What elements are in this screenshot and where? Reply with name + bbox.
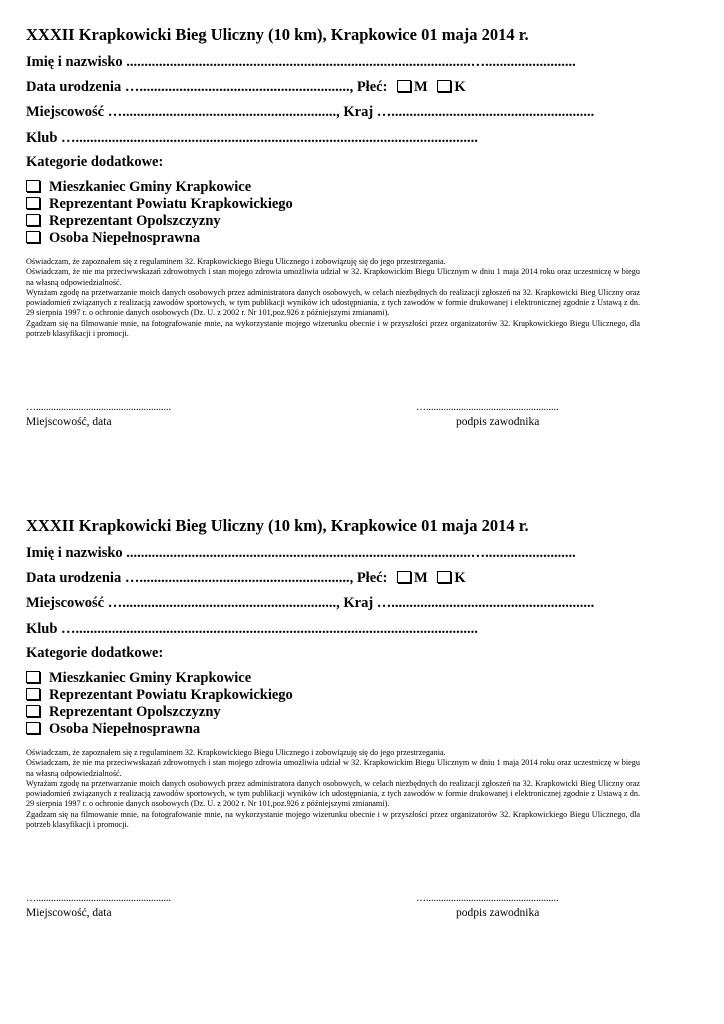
place-country-field[interactable]: Miejscowość …..........................................................., Kraj …........................................................ <box>26 595 595 611</box>
category-item <box>26 230 200 247</box>
declaration-text: Zgadzam się na filmowanie mnie, na fotografowanie mnie, na wykorzystanie mojego wizerunku obecnie i w przyszłości przez organizatorów 32. Krapkowickiego Biegu Ulicznego, dla potrzeb klasyfikacji i promocji. <box>26 809 640 830</box>
form-title: XXXII Krapkowicki Bieg Uliczny (10 km), Krapkowice 01 maja 2014 r. <box>26 25 529 44</box>
category-item <box>26 721 200 738</box>
category-item <box>26 196 293 213</box>
form-title: XXXII Krapkowicki Bieg Uliczny (10 km), Krapkowice 01 maja 2014 r. <box>26 516 529 535</box>
participant-signature <box>416 402 559 428</box>
signature-line[interactable]: …..................................................... <box>416 402 559 413</box>
category-checkbox[interactable] <box>26 722 40 734</box>
birthdate-field[interactable]: Data urodzenia ….........................................................., Płeć: <box>26 79 388 95</box>
birthdate-gender-row <box>26 79 466 96</box>
category-checkbox[interactable] <box>26 180 40 192</box>
gender-m-checkbox[interactable] <box>397 571 411 583</box>
declaration-text: Oświadczam, że zapoznałem się z regulaminem 32. Krapkowickiego Biegu Ulicznego i zobowiązuję się do jego przestrzegania. <box>26 748 446 757</box>
declaration-text: Oświadczam, że nie ma przeciwwskazań zdrowotnych i stan mojego zdrowia umożliwia udział w 32. Krapkowickim Biegu Ulicznym w dniu 1 maja 2014 roku oraz uczestniczę w biegu na własną odpowiedzialność. <box>26 267 640 287</box>
birthdate-gender-row <box>26 570 466 587</box>
gender-k-checkbox[interactable] <box>437 571 451 583</box>
declarations <box>26 257 640 339</box>
club-field[interactable]: Klub …............................................................................................................... <box>26 130 478 146</box>
declaration-text: Wyrażam zgodę na przetwarzanie moich danych osobowych przez administratora danych osobowych, w celach niezbędnych do realizacji zgłoszeń na 32. Krapkowicki Bieg Uliczny oraz powiadomień związanych z realizacją zawodów sportowych, w tym publikacji wyników ich udostępniania, z tych zawodów w formie drukowanej i elektronicznej zgodnie z Ustawą z dn. 29 sierpnia 1997 r. o ochronie danych osobowych (Dz. U. z 2002 r. Nr 101,poz.926 z późniejszymi zmianami). <box>26 778 640 809</box>
category-item <box>26 213 221 230</box>
category-checkbox[interactable] <box>26 214 40 226</box>
gender-m-label: M <box>414 79 428 95</box>
category-item <box>26 704 221 721</box>
category-label: Reprezentant Opolszczyzny <box>49 704 221 720</box>
signature-line[interactable]: …...................................................... <box>26 893 171 904</box>
category-item <box>26 179 251 196</box>
category-label: Osoba Niepełnosprawna <box>49 230 201 246</box>
signature-label: Miejscowość, data <box>26 907 112 919</box>
gender-k-checkbox[interactable] <box>437 80 451 92</box>
place-country-field[interactable]: Miejscowość …..........................................................., Kraj …........................................................ <box>26 104 595 120</box>
category-label: Osoba Niepełnosprawna <box>49 721 201 737</box>
category-label: Reprezentant Powiatu Krapkowickiego <box>49 196 293 212</box>
category-item <box>26 687 293 704</box>
declaration-text: Oświadczam, że zapoznałem się z regulaminem 32. Krapkowickiego Biegu Ulicznego i zobowiązuję się do jego przestrzegania. <box>26 257 446 266</box>
place-date-signature <box>26 893 171 919</box>
place-date-signature <box>26 402 171 428</box>
category-checkbox[interactable] <box>26 671 40 683</box>
categories-heading: Kategorie dodatkowe: <box>26 154 164 170</box>
declarations <box>26 748 640 830</box>
gender-k-label: K <box>454 570 466 586</box>
category-checkbox[interactable] <box>26 705 40 717</box>
category-label: Mieszkaniec Gminy Krapkowice <box>49 179 252 195</box>
registration-form-2 <box>0 491 724 991</box>
category-label: Mieszkaniec Gminy Krapkowice <box>49 670 252 686</box>
signature-label: podpis zawodnika <box>456 416 540 428</box>
signature-label: Miejscowość, data <box>26 416 112 428</box>
gender-k-label: K <box>454 79 466 95</box>
category-label: Reprezentant Powiatu Krapkowickiego <box>49 687 293 703</box>
signature-line[interactable]: …..................................................... <box>416 893 559 904</box>
declaration-text: Oświadczam, że nie ma przeciwwskazań zdrowotnych i stan mojego zdrowia umożliwia udział w 32. Krapkowickim Biegu Ulicznym w dniu 1 maja 2014 roku oraz uczestniczę w biegu na własną odpowiedzialność. <box>26 758 640 778</box>
gender-m-label: M <box>414 570 428 586</box>
name-field[interactable]: Imię i nazwisko ...............................................................................................…......................... <box>26 545 576 561</box>
registration-form-1 <box>0 0 724 500</box>
declaration-text: Wyrażam zgodę na przetwarzanie moich danych osobowych przez administratora danych osobowych, w celach niezbędnych do realizacji zgłoszeń na 32. Krapkowicki Bieg Uliczny oraz powiadomień związanych z realizacją zawodów sportowych, w tym publikacji wyników ich udostępniania, z tych zawodów w formie drukowanej i elektronicznej zgodnie z Ustawą z dn. 29 sierpnia 1997 r. o ochronie danych osobowych (Dz. U. z 2002 r. Nr 101,poz.926 z późniejszymi zmianami). <box>26 287 640 318</box>
category-checkbox[interactable] <box>26 688 40 700</box>
signature-label: podpis zawodnika <box>456 907 540 919</box>
category-label: Reprezentant Opolszczyzny <box>49 213 221 229</box>
category-checkbox[interactable] <box>26 197 40 209</box>
participant-signature <box>416 893 559 919</box>
club-field[interactable]: Klub …............................................................................................................... <box>26 621 478 637</box>
name-field[interactable]: Imię i nazwisko ...............................................................................................…......................... <box>26 54 576 70</box>
gender-m-checkbox[interactable] <box>397 80 411 92</box>
birthdate-field[interactable]: Data urodzenia ….........................................................., Płeć: <box>26 570 388 586</box>
category-checkbox[interactable] <box>26 231 40 243</box>
categories-heading: Kategorie dodatkowe: <box>26 645 164 661</box>
signature-line[interactable]: …...................................................... <box>26 402 171 413</box>
category-item <box>26 670 251 687</box>
declaration-text: Zgadzam się na filmowanie mnie, na fotografowanie mnie, na wykorzystanie mojego wizerunku obecnie i w przyszłości przez organizatorów 32. Krapkowickiego Biegu Ulicznego, dla potrzeb klasyfikacji i promocji. <box>26 318 640 339</box>
